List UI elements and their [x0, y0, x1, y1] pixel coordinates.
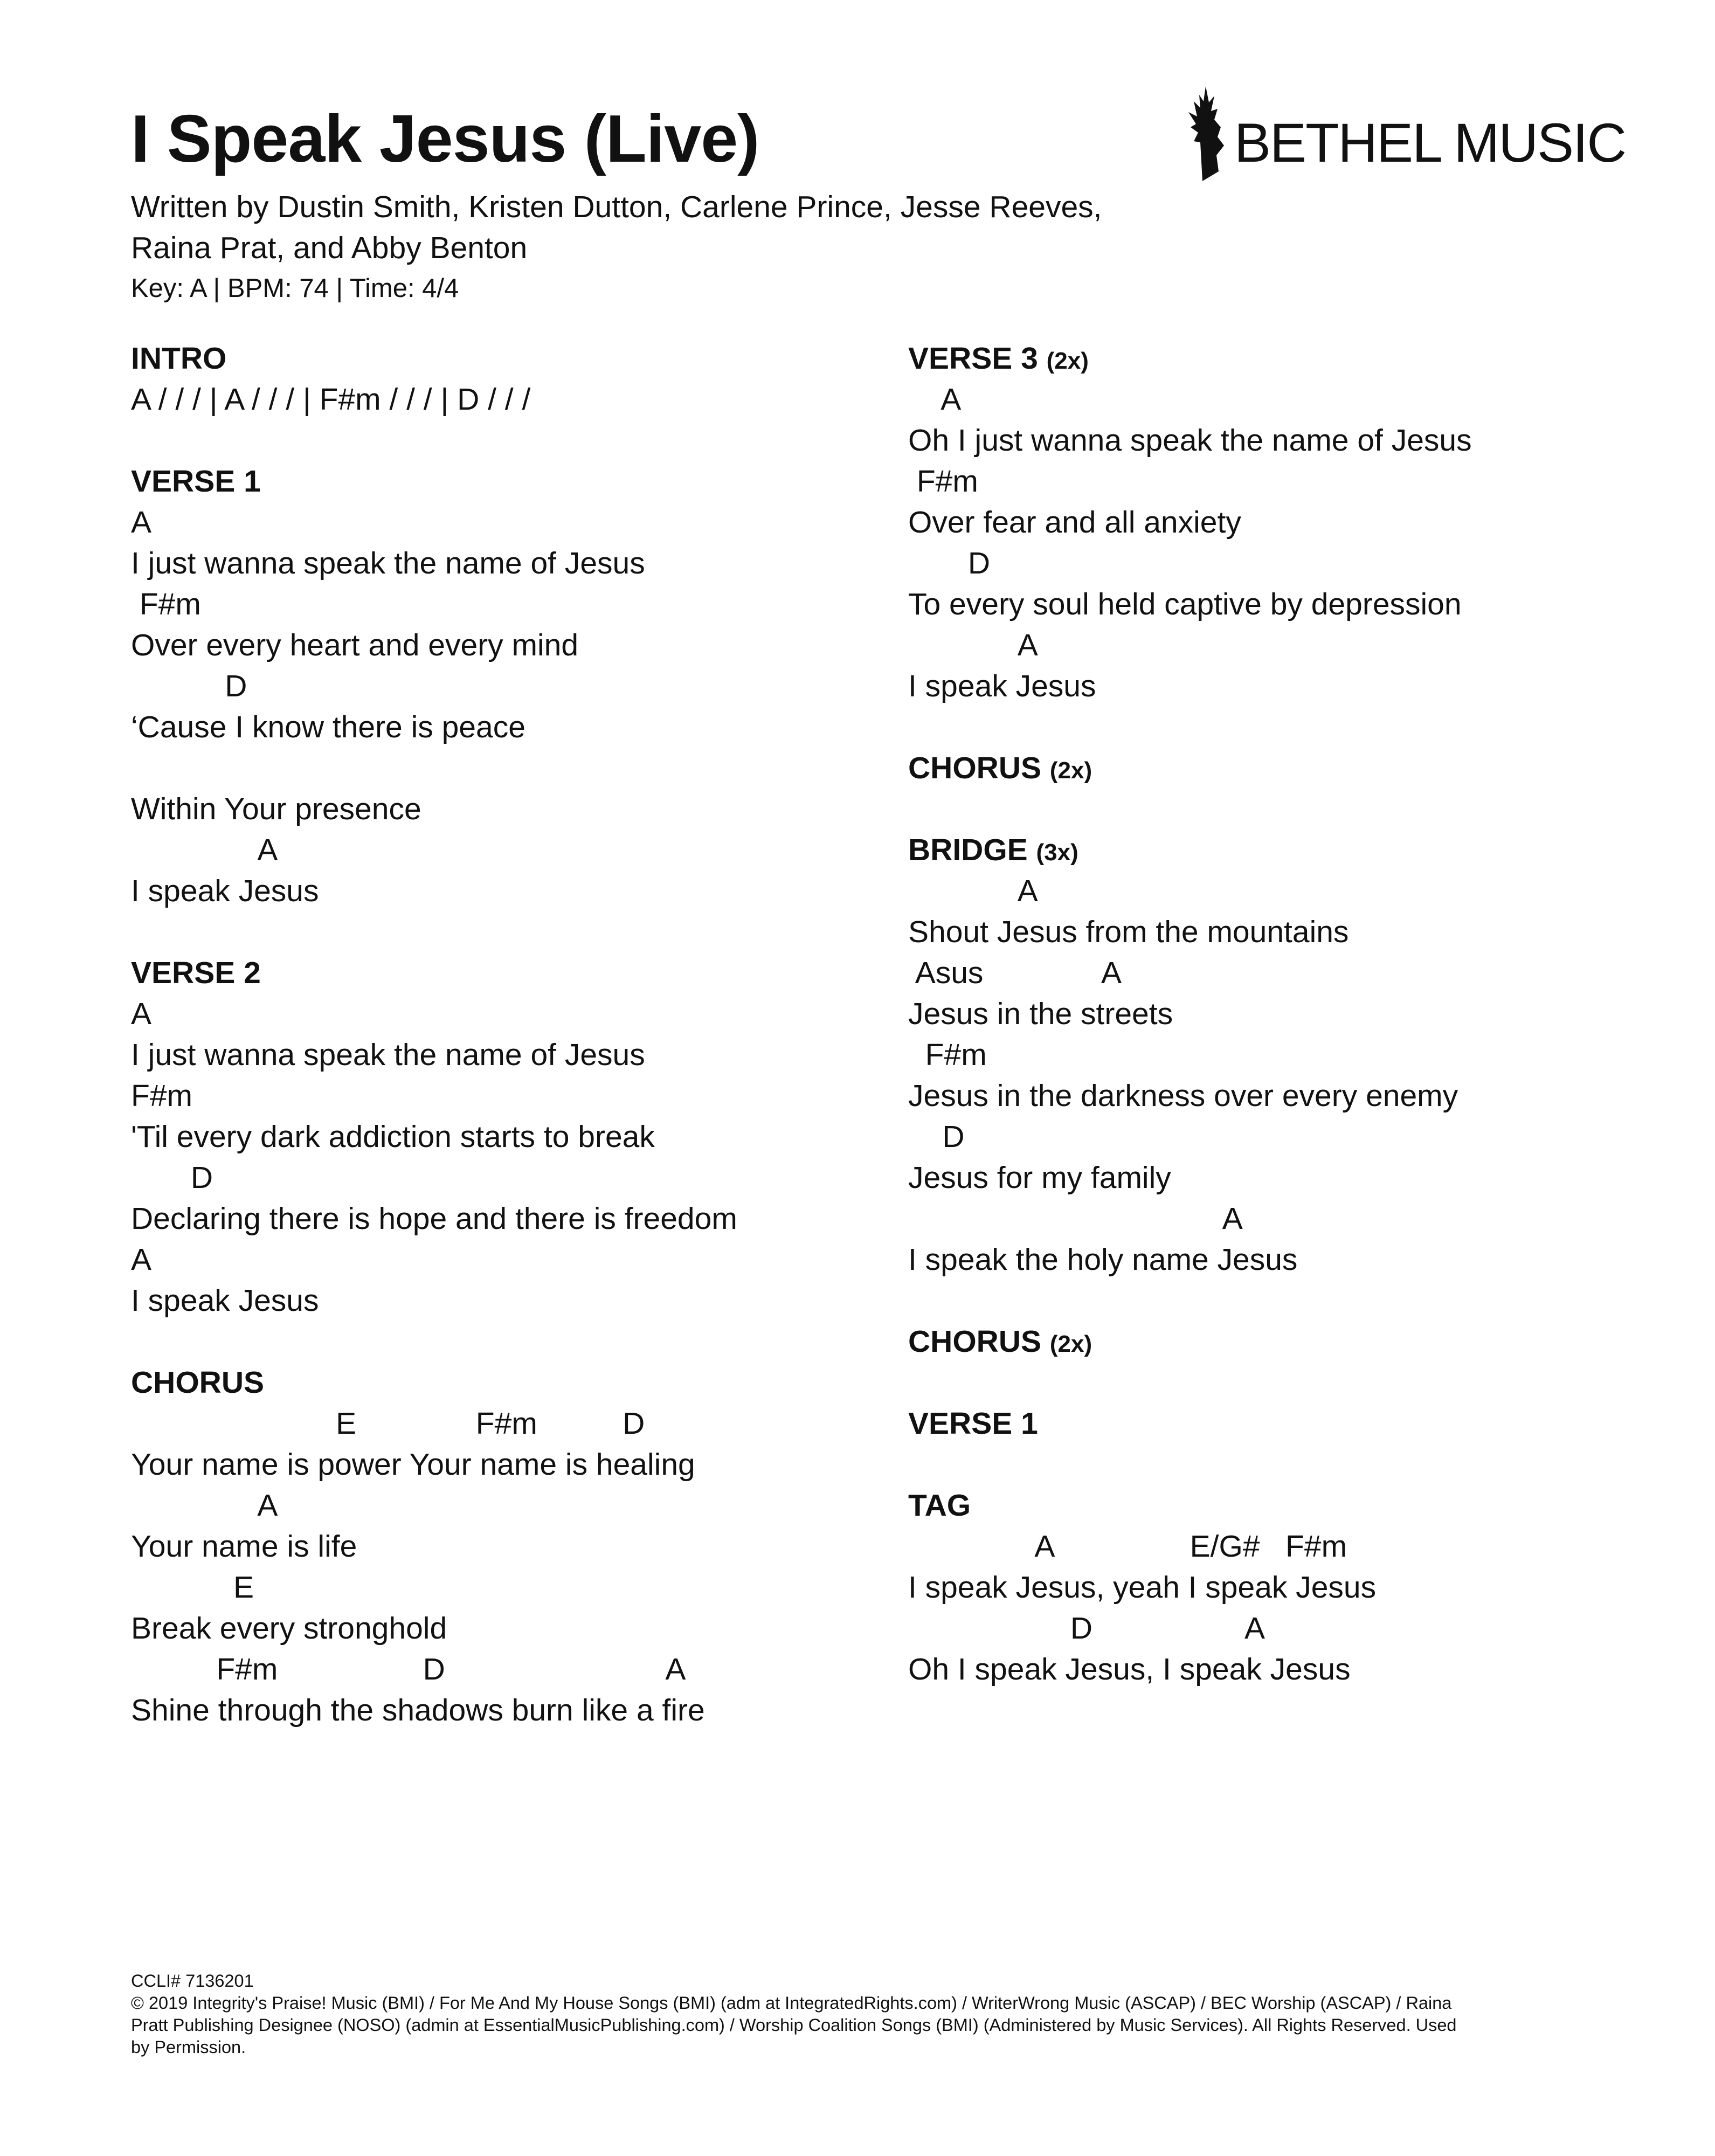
lyric-line: I speak Jesus — [131, 1283, 319, 1318]
section-name: VERSE 1 — [131, 464, 261, 499]
section-name: INTRO — [131, 341, 227, 376]
section-heading — [131, 461, 875, 502]
song-section — [908, 338, 1652, 707]
ccli-number: CCLI# 7136201 — [131, 1971, 254, 1991]
lyric-line: Jesus in the darkness over every enemy — [908, 1079, 1458, 1113]
copyright-text: by Permission. — [131, 2037, 246, 2057]
lyric-line: Over every heart and every mind — [131, 628, 579, 662]
lyric-line: To every soul held captive by depression — [908, 587, 1462, 621]
repeat-count: (2x) — [1049, 757, 1092, 784]
lyric-line: A — [908, 874, 1038, 908]
lyric-line: Within Your presence — [131, 792, 421, 826]
section-heading — [131, 1362, 875, 1403]
lyric-line: F#m — [908, 464, 978, 499]
section-name: CHORUS — [908, 1324, 1042, 1359]
section-name: CHORUS — [131, 1365, 265, 1400]
brand-name: BETHEL MUSIC — [1234, 112, 1626, 174]
lyric-line: Declaring there is hope and there is freedom — [131, 1201, 737, 1236]
lyric-line: A E/G# F#m — [908, 1529, 1347, 1564]
song-section — [908, 830, 1652, 1280]
lyric-line — [131, 748, 875, 789]
section-name: TAG — [908, 1488, 971, 1523]
lyric-line: D A — [908, 1611, 1265, 1646]
song-section — [131, 338, 875, 420]
song-section — [908, 1321, 1652, 1362]
lyric-line: A — [131, 833, 278, 867]
lyric-line: D — [131, 669, 247, 703]
lyric-line: 'Til every dark addiction starts to break — [131, 1120, 655, 1154]
song-section — [131, 461, 875, 911]
lyric-line: A — [131, 505, 152, 540]
lyric-line: A / / / | A / / / | F#m / / / | D / / / — [131, 382, 531, 417]
lyric-line: Shine through the shadows burn like a fire — [131, 1693, 705, 1727]
lyric-line: I speak Jesus, yeah I speak Jesus — [908, 1570, 1377, 1605]
song-section — [131, 1362, 875, 1731]
lyric-line: I speak the holy name Jesus — [908, 1242, 1298, 1277]
bethel-music-logo — [1172, 85, 1626, 182]
section-name: VERSE 3 — [908, 341, 1038, 376]
stag-head-icon — [1172, 85, 1232, 182]
lyric-line: Oh I speak Jesus, I speak Jesus — [908, 1652, 1351, 1687]
song-section — [908, 748, 1652, 789]
copyright-footer — [131, 1970, 1619, 2058]
section-heading — [908, 1403, 1652, 1444]
lyric-line: Your name is life — [131, 1529, 357, 1564]
section-heading — [131, 952, 875, 993]
lyric-line: A — [131, 1242, 152, 1277]
song-section — [131, 952, 875, 1321]
lyric-line: E F#m D — [131, 1406, 645, 1441]
repeat-count: (3x) — [1036, 839, 1078, 866]
lyric-line: A — [131, 1488, 278, 1523]
left-column — [131, 338, 875, 1772]
copyright-text: Pratt Publishing Designee (NOSO) (admin at EssentialMusicPublishing.com) / Worship Coalition Songs (BMI) (Administered by Music Services). All Rights Reserved. Used — [131, 2015, 1457, 2035]
song-section — [908, 1403, 1652, 1444]
lyric-line: I just wanna speak the name of Jesus — [131, 546, 645, 581]
lyric-line: ‘Cause I know there is peace — [131, 710, 525, 744]
key-bpm-time: Key: A | BPM: 74 | Time: 4/4 — [131, 274, 459, 303]
section-name: VERSE 2 — [131, 956, 261, 990]
section-name: VERSE 1 — [908, 1406, 1038, 1441]
right-column — [908, 338, 1652, 1731]
song-section — [908, 1485, 1652, 1690]
section-heading — [908, 1321, 1652, 1362]
writers-line: Raina Prat, and Abby Benton — [131, 231, 528, 265]
lyric-line: D — [131, 1160, 213, 1195]
repeat-count: (2x) — [1046, 348, 1089, 374]
section-heading — [908, 1485, 1652, 1526]
lyric-line: Jesus for my family — [908, 1160, 1171, 1195]
lyric-line: Shout Jesus from the mountains — [908, 915, 1349, 949]
lyric-line: I speak Jesus — [131, 874, 319, 908]
lyric-line: D — [908, 1120, 965, 1154]
lyric-line: A — [131, 997, 152, 1031]
lyric-line: Over fear and all anxiety — [908, 505, 1241, 540]
lyric-line: F#m — [131, 587, 201, 621]
lyric-line: F#m — [908, 1038, 987, 1072]
song-credits — [131, 186, 1209, 308]
section-heading — [908, 748, 1652, 789]
copyright-text: © 2019 Integrity's Praise! Music (BMI) / For Me And My House Songs (BMI) (adm at IntegratedRights.com) / WriterWrong Music (ASCAP) / BEC Worship (ASCAP) / Raina — [131, 1993, 1452, 2013]
lyric-line: I speak Jesus — [908, 669, 1096, 703]
lyric-line: F#m D A — [131, 1652, 686, 1687]
lyric-line: A — [908, 1201, 1243, 1236]
repeat-count: (2x) — [1049, 1331, 1092, 1357]
lyric-line: E — [131, 1570, 254, 1605]
section-name: CHORUS — [908, 751, 1042, 785]
section-heading — [908, 830, 1652, 870]
lyric-line: Asus A — [908, 956, 1122, 990]
section-heading — [131, 338, 875, 379]
section-heading — [908, 338, 1652, 379]
writers-line: Written by Dustin Smith, Kristen Dutton, Carlene Prince, Jesse Reeves, — [131, 190, 1102, 224]
lyric-line: Oh I just wanna speak the name of Jesus — [908, 423, 1472, 458]
lyric-line: A — [908, 382, 962, 417]
lyric-line: F#m — [131, 1079, 192, 1113]
lyric-line: Your name is power Your name is healing — [131, 1447, 695, 1482]
lyric-line: Jesus in the streets — [908, 997, 1173, 1031]
lyric-line: A — [908, 628, 1038, 662]
lyric-line: I just wanna speak the name of Jesus — [131, 1038, 645, 1072]
section-name: BRIDGE — [908, 833, 1028, 867]
song-title: I Speak Jesus (Live) — [131, 102, 759, 176]
lyric-line: Break every stronghold — [131, 1611, 447, 1646]
lyric-line: D — [908, 546, 991, 581]
